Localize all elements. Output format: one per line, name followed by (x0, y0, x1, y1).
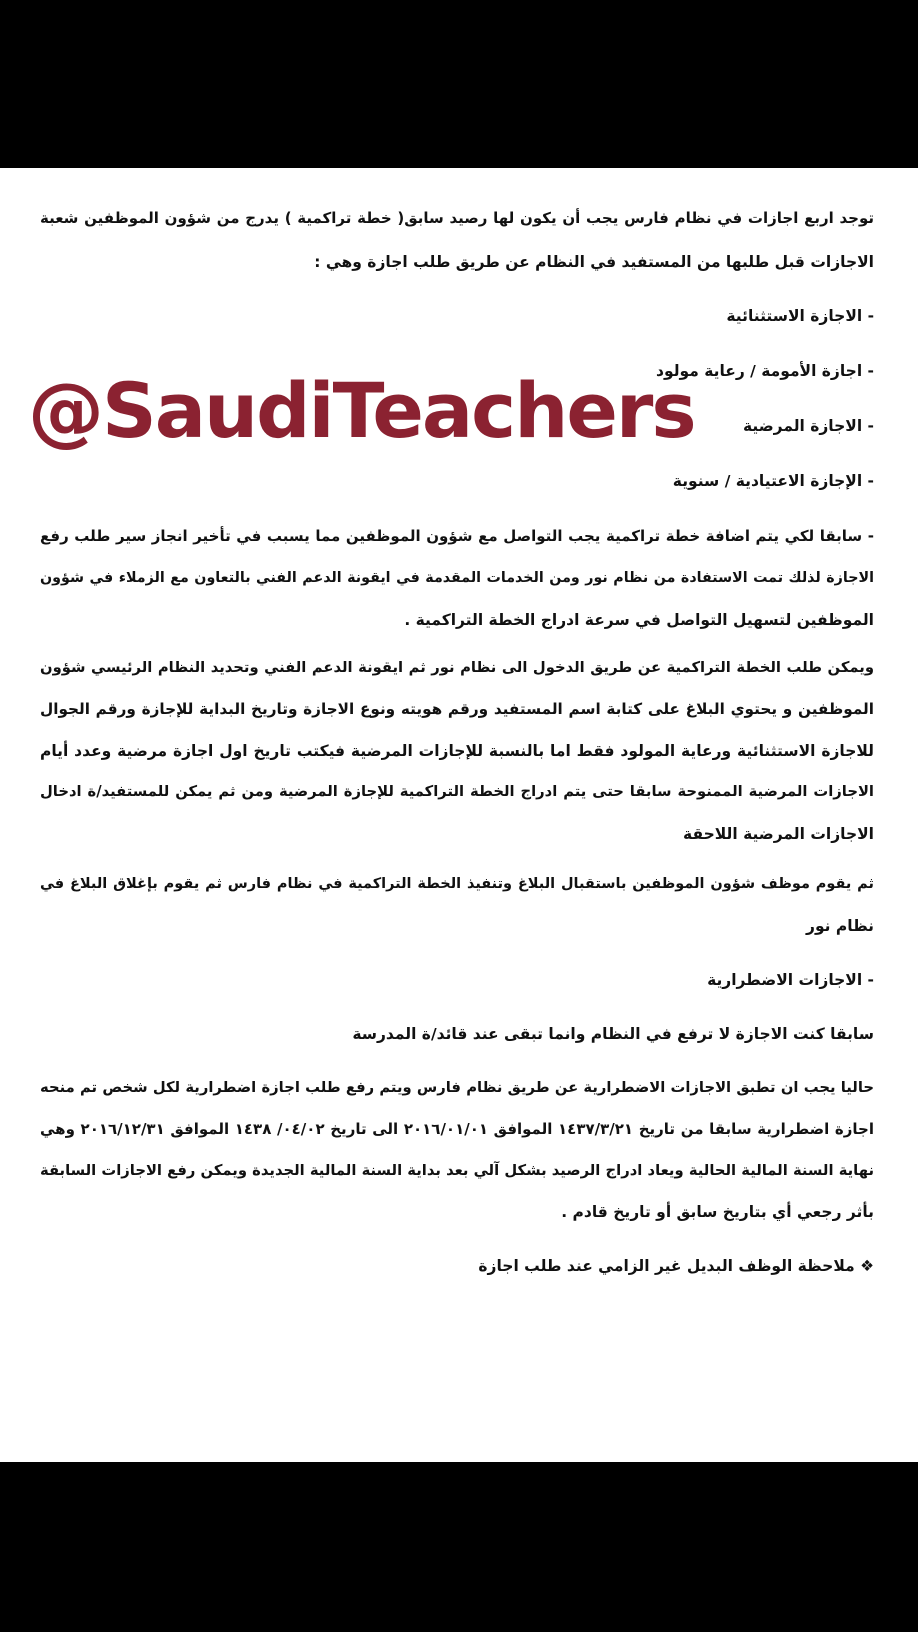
leave-type-maternity: - اجازة الأمومة / رعاية مولود (656, 362, 874, 380)
para2-line-1: ويمكن طلب الخطة التراكمية عن طريق الدخول الى نظام نور ثم ايقونة الدعم الفني وتحديد النظام الرئيسي شؤون (40, 659, 874, 676)
para2-line-2: الموظفين و يحتوي البلاغ على كتابة اسم المستفيد ورقم هويته ونوع الاجازة وتاريخ البداية للإجازة ورقم الجوال (40, 700, 874, 718)
para4-line-2: اجازة اضطرارية سابقا من تاريخ ١٤٣٧/٣/٢١ الموافق ٢٠١٦/٠١/٠١ الى تاريخ ٠٤/٠٢/ ١٤٣٨ الموافق ٢٠١٦/١٢/٣١ وهي (40, 1120, 875, 1138)
para4-line-3: نهاية السنة المالية الحالية ويعاد ادراج الرصيد بشكل آلي بعد بداية السنة المالية الجديدة ويمكن رفع الاجازات السابقة (40, 1162, 874, 1179)
para1-line-1: - سابقا لكي يتم اضافة خطة تراكمية يجب التواصل مع شؤون الموظفين مما يسبب في تأخير انجاز سير طلب رفع (40, 527, 874, 545)
leave-type-exceptional: - الاجازة الاستثنائية (726, 307, 874, 325)
para3-line-1: ثم يقوم موظف شؤون الموظفين باستقبال البلاغ وتنفيذ الخطة التراكمية في نظام فارس ثم يقوم بإغلاق البلاغ في (40, 876, 874, 892)
top-black-bar (0, 0, 918, 168)
para4-line-1: حاليا يجب ان تطبق الاجازات الاضطرارية عن طريق نظام فارس ويتم رفع طلب اجازة اضطرارية لكل شخص تم منحه (40, 1079, 874, 1096)
emergency-leave-heading: - الاجازات الاضطرارية (707, 971, 874, 989)
note-line: ❖ ملاحظة الوظف البديل غير الزامي عند طلب اجازة (478, 1257, 874, 1275)
para4-line-4: بأثر رجعي أي بتاريخ سابق أو تاريخ قادم . (561, 1203, 874, 1221)
leave-type-annual: - الإجازة الاعتيادية / سنوية (672, 472, 874, 490)
bottom-black-bar (0, 1462, 918, 1632)
para2-line-5: الاجازات المرضية اللاحقة (683, 825, 874, 843)
para2-line-3: للاجازة الاستثنائية ورعاية المولود فقط اما بالنسبة للإجازات المرضية فيكتب تاريخ اول اجازة مرضية وعدد أيام (40, 742, 874, 760)
intro-line-1: توجد اربع اجازات في نظام فارس يجب أن يكون لها رصيد سابق( خطة تراكمية ) يدرج من شؤون الموظفين شعبة (40, 209, 874, 227)
para2-line-4: الاجازات المرضية الممنوحة سابقا حتى يتم ادراج الخطة التراكمية للإجازة المرضية ومن ثم يمكن للمستفيد/ة ادخال (40, 783, 874, 800)
para3-line-2: نظام نور (806, 917, 874, 935)
document-page (0, 168, 918, 1462)
leave-type-sick: - الاجازة المرضية (742, 417, 874, 435)
watermark-logo: @SaudiTeachers (28, 366, 695, 455)
intro-line-2: الاجازات قبل طلبها من المستفيد في النظام عن طريق طلب اجازة وهي : (314, 253, 874, 271)
emergency-leave-past: سابقا كنت الاجازة لا ترفع في النظام وانما تبقى عند قائد/ة المدرسة (352, 1025, 874, 1043)
para1-line-2: الاجازة لذلك تمت الاستفادة من نظام نور ومن الخدمات المقدمة في ايقونة الدعم الفني بالتعاون مع الزملاء في شؤون (40, 570, 874, 586)
para1-line-3: الموظفين لتسهيل التواصل في سرعة ادراج الخطة التراكمية . (404, 611, 874, 629)
